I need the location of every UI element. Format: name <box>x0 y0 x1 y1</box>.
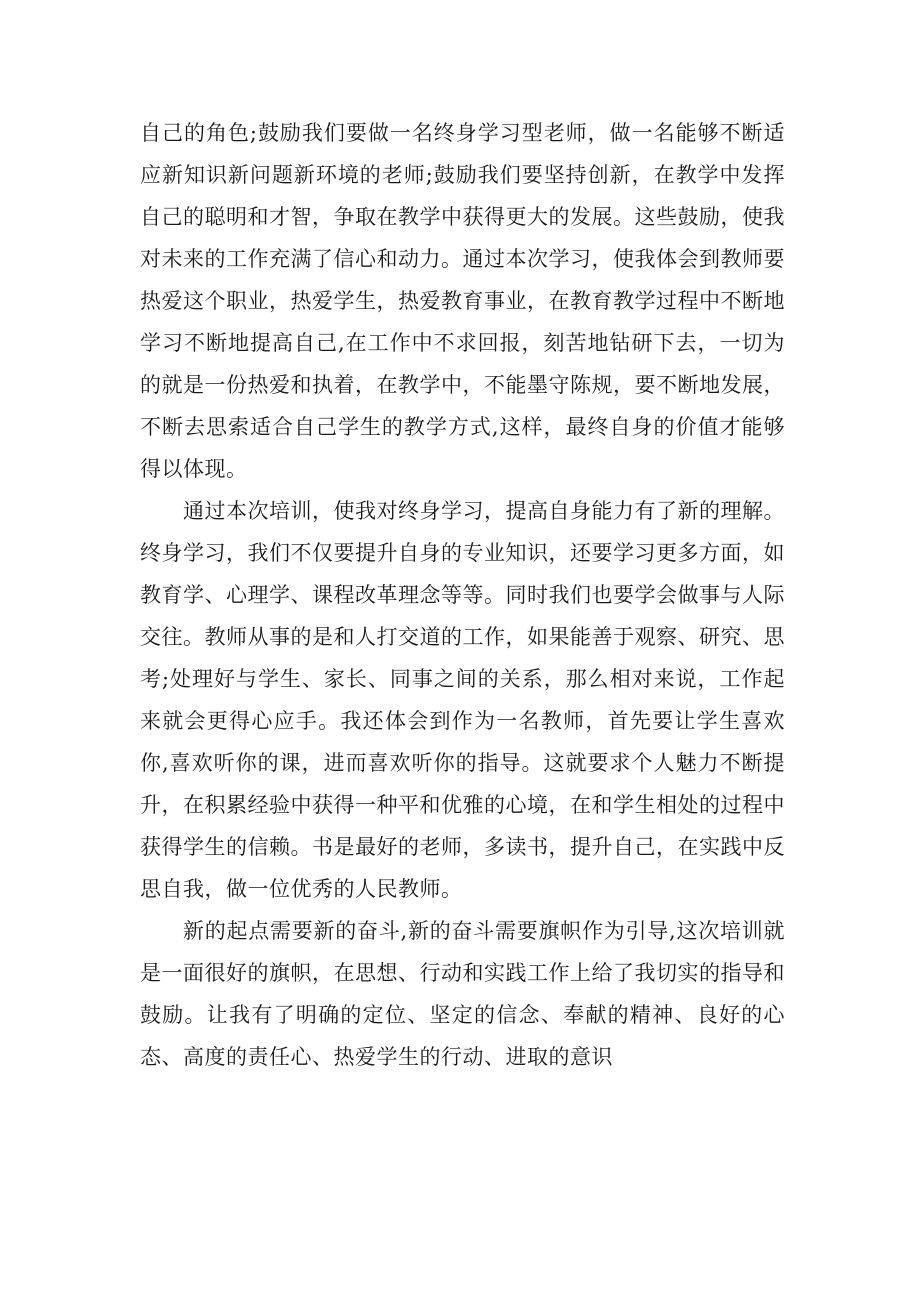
paragraph-1: 自己的角色;鼓励我们要做一名终身学习型老师，做一名能够不断适应新知识新问题新环境的老师;鼓励我们要坚持创新，在教学中发挥自己的聪明和才智，争取在教学中获得更大的发展。这些鼓励，使我对未来的工作充满了信心和动力。通过本次学习，使我体会到教师要热爱这个职业，热爱学生，热爱教育事业，在教育教学过程中不断地学习不断地提高自己,在工作中不求回报，刻苦地钻研下去，一切为的就是一份热爱和执着，在教学中，不能墨守陈规，要不断地发展，不断去思索适合自己学生的教学方式,这样，最终自身的价值才能够得以体现。 <box>140 121 785 481</box>
paragraph-3: 新的起点需要新的奋斗,新的奋斗需要旗帜作为引导,这次培训就是一面很好的旗帜，在思想、行动和实践工作上给了我切实的指导和鼓励。让我有了明确的定位、坚定的信念、奉献的精神、良好的心态、高度的责任心、热爱学生的行动、进取的意识 <box>140 919 785 1069</box>
paragraph-2: 通过本次培训，使我对终身学习，提高自身能力有了新的理解。终身学习，我们不仅要提升自身的专业知识，还要学习更多方面，如教育学、心理学、课程改革理念等等。同时我们也要学会做事与人际交往。教师从事的是和人打交道的工作，如果能善于观察、研究、思考;处理好与学生、家长、同事之间的关系，那么相对来说，工作起来就会更得心应手。我还体会到作为一名教师，首先要让学生喜欢你,喜欢听你的课，进而喜欢听你的指导。这就要求个人魅力不断提升，在积累经验中获得一种平和优雅的心境，在和学生相处的过程中获得学生的信赖。书是最好的老师，多读书，提升自己，在实践中反思自我，做一位优秀的人民教师。 <box>140 499 785 901</box>
document-body <box>140 112 785 1078</box>
